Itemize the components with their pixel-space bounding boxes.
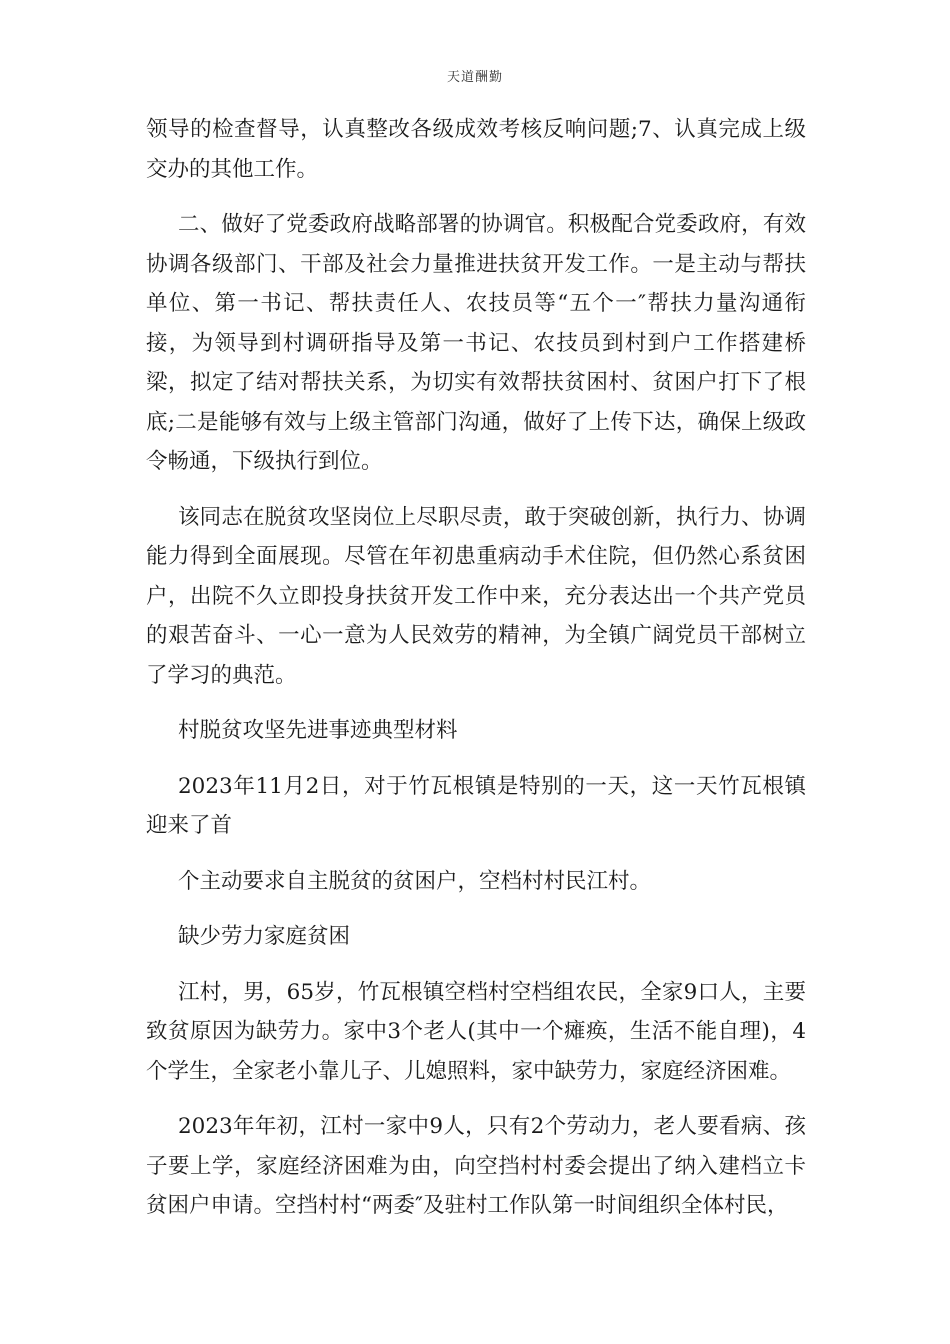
paragraph-family-info: 江村，男，65岁，竹瓦根镇空档村空档组农民，全家9口人，主要致贫原因为缺劳力。家中3个老人(其中一个瘫痪，生活不能自理)，4个学生，全家老小靠儿子、儿媳照料，家中缺劳力，家庭经济困难。 [146, 979, 806, 1084]
paragraph-summary: 该同志在脱贫攻坚岗位上尽职尽责，敢于突破创新，执行力、协调能力得到全面展现。尽管在年初患重病动手术住院，但仍然心系贫困户，出院不久立即投身扶贫开发工作中来，充分表达出一个共产党员的艰苦奋斗、一心一意为人民效劳的精神，为全镇广阔党员干部树立了学习的典范。 [146, 504, 806, 688]
subsection-title: 缺少劳力家庭贫困 [178, 924, 351, 949]
paragraph-first-household: 个主动要求自主脱贫的贫困户，空档村村民江村。 [178, 868, 652, 894]
paragraph-continuation: 领导的检查督导，认真整改各级成效考核反响问题;7、认真完成上级交办的其他工作。 [146, 117, 806, 182]
document-body [146, 110, 806, 1242]
page-header: 天道酬勤 [446, 70, 503, 85]
paragraph-coordination: 二、做好了党委政府战略部署的协调官。积极配合党委政府，有效协调各级部门、干部及社会力量推进扶贫开发工作。一是主动与帮扶单位、第一书记、帮扶责任人、农技员等“五个一″帮扶力量沟通衔接，为领导到村调研指导及第一书记、农技员到村到户工作搭建桥梁，拟定了结对帮扶关系，为切实有效帮扶贫困村、贫困户打下了根底;二是能够有效与上级主管部门沟通，做好了上传下达，确保上级政令畅通，下级执行到位。 [146, 212, 806, 474]
paragraph-application: 2023年年初，江村一家中9人，只有2个劳动力，老人要看病、孩子要上学，家庭经济困难为由，向空挡村村委会提出了纳入建档立卡贫困户申请。空挡村村“两委″及驻村工作队第一时间组织全体村民， [146, 1114, 806, 1218]
paragraph-date-intro: 2023年11月2日，对于竹瓦根镇是特别的一天，这一天竹瓦根镇迎来了首 [146, 773, 806, 838]
section-title: 村脱贫攻坚先进事迹典型材料 [178, 718, 458, 743]
